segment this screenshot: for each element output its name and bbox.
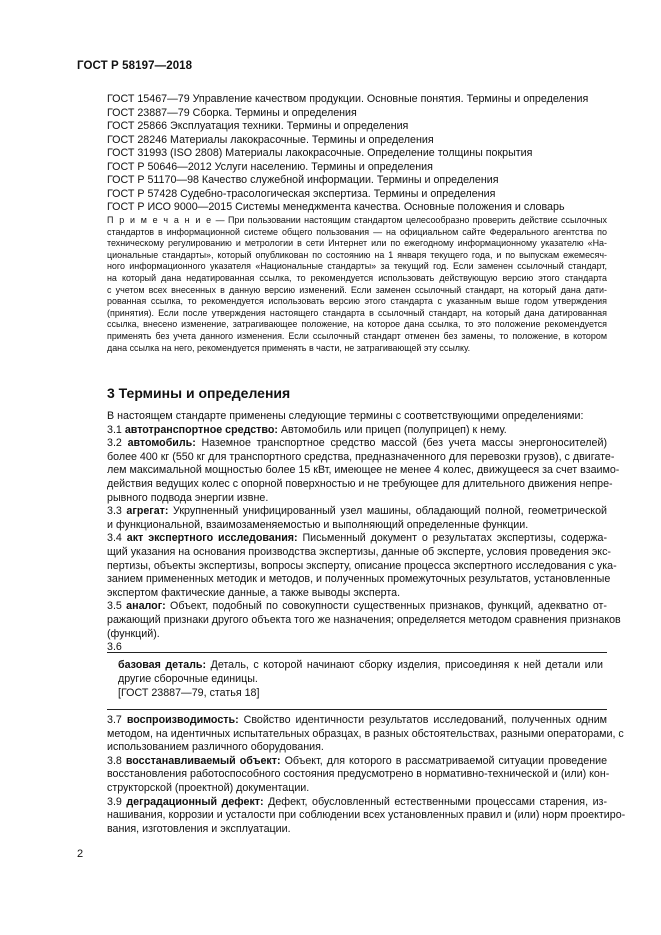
term-3-6-number: 3.6 [107,641,122,654]
term-3-4: 3.4 акт экспертного исследования: Письменный документ о результатах экспертизы, содержа- [107,532,607,545]
term-line: пертизы, объекты экспертизы, вопросы эксперту, описание процесса экспертного исследования с ука- [107,559,617,572]
section-body [107,410,621,655]
term-line: использованием различного оборудования. [107,741,324,754]
note-lead: П р и м е ч а н и е [107,215,213,225]
section-intro: В настоящем стандарте применены следующие термины с соответствующими определениями: [107,410,584,422]
document-header: ГОСТ Р 58197—2018 [77,60,193,72]
term-line: нашивания, коррозии и усталости при соблюдении всех установленных правил и (или) норм проектиро- [107,809,626,822]
term-3-8: 3.8 восстанавливаемый объект: Объект, для которого в рассматриваемой ситуации проведение [107,754,608,767]
term-line: рывного подвода энергии извне. [107,491,269,504]
term-line: структорской (проектной) документации. [107,781,310,794]
term-3-9: 3.9 деградационный дефект: Дефект, обусловленный естественными процессами старения, из- [107,795,608,808]
note-line: техническому регулированию и метрологии в сети Интернет или по ежегодному информационному указателю «На- [107,238,607,249]
note-line: П р и м е ч а н и е — При пользовании настоящим стандартом целесообразно проверить действие ссылочных [107,215,607,225]
note-line: рованная ссылка, то рекомендуется использовать версию этого стандарта с указанным выше годом утверждения [107,296,607,307]
term-line: экспертом фактические данные, а также выводы эксперта. [107,586,401,599]
note-line: дана ссылка на него, рекомендуется применять в части, не затрагивающей эту ссылку. [107,342,471,353]
term-line: ражающий признаки другого объекта того же назначения; определяется методом сравнения признаков [107,613,621,626]
note-line: (принятия). Если после утверждения настоящего стандарта в ссылочный стандарт, на который дана датированная [107,307,607,318]
term-line: более 400 кг (550 кг для транспортного средства, предназначенного для перевозки грузов), с двигате- [107,450,615,463]
reference-item: ГОСТ 25866 Эксплуатация техники. Термины и определения [107,120,409,132]
term-3-7: 3.7 воспроизводимость: Свойство идентичности результатов исследований, полученных одним [107,714,608,726]
page-number: 2 [77,848,84,860]
term-3-3: 3.3 агрегат: Укрупненный унифицированный узел машины, обладающий полной, геометрической [107,505,607,518]
term-line: действия ведущих колес с опорной поверхностью и не требующее для длительного движения непре- [107,477,613,490]
reference-item: ГОСТ 23887—79 Сборка. Термины и определения [107,106,357,119]
term-3-1: 3.1 автотранспортное средство: Автомобиль или прицеп (полуприцеп) к нему. [107,423,507,436]
note-line: ссылка, внесено изменение, затрагивающее положение, на которое дана ссылка, то это положение рекомендуется [107,319,607,330]
term-3-5: 3.5 аналог: Объект, подобный по совокупности существенных признаков, функций, адекватно от- [107,600,607,613]
term-line: восстановления работоспособного состояния предусмотрено в нормативно-технической и (или) кон- [107,768,610,781]
term-line: (функций). [107,627,160,640]
term-line: занием примененных методик и методов, и полученных промежуточных результатов, установленные [107,573,611,586]
reference-item: ГОСТ Р ИСО 9000—2015 Системы менеджмента качества. Основные положения и словарь [107,201,565,213]
note-line: стандартов в информационной системе общего пользования — на официальном сайте Федерального агентства по [107,226,607,237]
section-body-continued [107,714,626,836]
note-line: циональные стандарты», который опубликован по состоянию на 1 января текущего года, и по выпускам ежемесяч- [107,249,607,260]
note-line: ного информационного указателя «Национальные стандарты» за текущий год. Если заменен ссылочный стандарт, [107,261,607,272]
note-block [107,215,607,354]
reference-item: ГОСТ 28246 Материалы лакокрасочные. Термины и определения [107,133,434,146]
section-title: 3 Термины и определения [107,385,291,401]
quoted-definition-box [107,652,607,710]
reference-item: ГОСТ Р 50646—2012 Услуги населению. Термины и определения [107,160,433,173]
term-line: другие сборочные единицы. [118,673,258,686]
term-line: вания, изготовления и эксплуатации. [107,822,291,835]
note-line: применять без учета данного изменения. Если ссылочный стандарт отменен без замены, то положение, в котором [107,330,607,341]
reference-list [107,93,607,215]
term-source: [ГОСТ 23887—79, статья 18] [118,687,260,700]
note-line: на который дана недатированная ссылка, то рекомендуется использовать действующую версию этого стандарта [107,272,607,283]
term-3-2: 3.2 автомобиль: Наземное транспортное средство массой (без учета массы энергоносителей) [107,437,608,450]
term-line: щий указания на основания производства экспертизы, данные об эксперте, условия проведения экс- [107,545,611,558]
term-line: и функциональной, взаимозаменяемостью и выполняющий определенные функции. [107,518,529,531]
term-line: лем максимальной мощностью более 15 кВт, имеющее не менее 4 колес, движущееся за счет взаимо- [107,464,620,477]
reference-item: ГОСТ Р 51170—98 Качество служебной информации. Термины и определения [107,174,499,186]
reference-item: ГОСТ 31993 (ISO 2808) Материалы лакокрасочные. Определение толщины покрытия [107,147,533,159]
term-line: методом, на идентичных испытательных образцах, в разных обстоятельствах, разными операторами, с [107,727,624,740]
term-3-6: базовая деталь: Деталь, с которой начинают сборку изделия, присоединяя к ней детали или [118,659,603,671]
reference-item: ГОСТ 15467—79 Управление качеством продукции. Основные понятия. Термины и определения [107,93,589,105]
reference-item: ГОСТ Р 57428 Судебно-трасологическая экспертиза. Термины и определения [107,187,496,200]
note-line: с учетом всех внесенных в данную версию изменений. Если заменен ссылочный стандарт, на который дана дати- [107,284,607,295]
